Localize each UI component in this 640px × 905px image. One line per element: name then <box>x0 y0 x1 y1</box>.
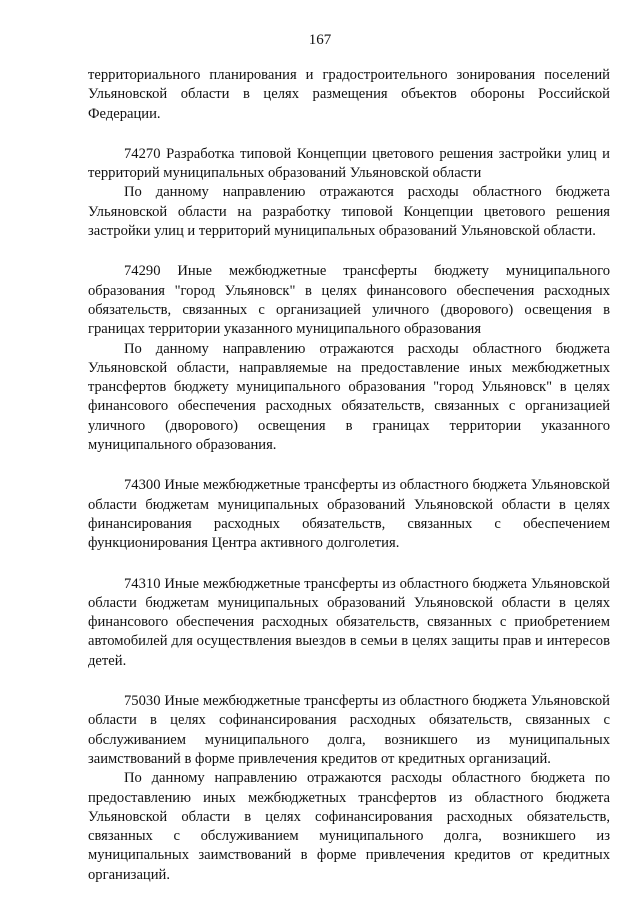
section-heading: 74290 Иные межбюджетные трансферты бюджету муниципального образования "город Ульяновск" в целях финансового обеспечения расходных обязательств, связанных с организацией уличного (дворового) освещения в границах территории указанного муниципального образования <box>88 263 610 338</box>
section-heading: 74300 Иные межбюджетные трансферты из областного бюджета Ульяновской области бюджетам муниципальных образований Ульяновской области в целях финансирования расходных обязательств, связанных с обеспечением функционирования Центра активного долголетия. <box>88 477 610 552</box>
section-body: По данному направлению отражаются расходы областного бюджета Ульяновской области на разработку типовой Концепции цветового решения застройки улиц и территорий муниципальных образований Ульяновской области. <box>88 184 610 240</box>
section-body: По данному направлению отражаются расходы областного бюджета по предоставлению иных межбюджетных трансфертов из областного бюджета Ульяновской области в целях софинансирования расходных обязательств, связанных с обслуживанием муниципального долга, возникшего из муниципальных заимствований в форме привлечения кредитов от кредитных организаций. <box>88 770 610 883</box>
section-74310 <box>88 575 610 671</box>
section-heading: 74310 Иные межбюджетные трансферты из областного бюджета Ульяновской области бюджетам муниципальных образований Ульяновской области в целях финансового обеспечения расходных обязательств, связанных с приобретением автомобилей для осуществления выездов в семьи в целях защиты прав и интересов детей. <box>88 575 610 669</box>
page-number: 167 <box>308 32 332 48</box>
section-heading: 74270 Разработка типовой Концепции цветового решения застройки улиц и территорий муниципальных образований Ульяновской области <box>88 145 610 182</box>
intro-section <box>88 66 610 124</box>
section-body: По данному направлению отражаются расходы областного бюджета Ульяновской области, направляемые на предоставление иных межбюджетных трансфертов бюджету муниципального образования "город Ульяновск" в целях финансового обеспечения расходных обязательств, связанных с организацией уличного (дворового) освещения в границах территории указанного муниципального образования. <box>88 340 610 454</box>
section-75030 <box>88 692 610 885</box>
document-body <box>88 66 610 885</box>
section-74300 <box>88 476 610 553</box>
section-74290 <box>88 262 610 455</box>
section-74270 <box>88 145 610 241</box>
intro-paragraph: территориального планирования и градостроительного зонирования поселений Ульяновской области в целях размещения объектов обороны Российской Федерации. <box>88 67 610 122</box>
section-heading: 75030 Иные межбюджетные трансферты из областного бюджета Ульяновской области в целях софинансирования расходных обязательств, связанных с обслуживанием муниципального долга, возникшего из муниципальных заимствований в форме привлечения кредитов от кредитных организаций. <box>88 693 610 767</box>
